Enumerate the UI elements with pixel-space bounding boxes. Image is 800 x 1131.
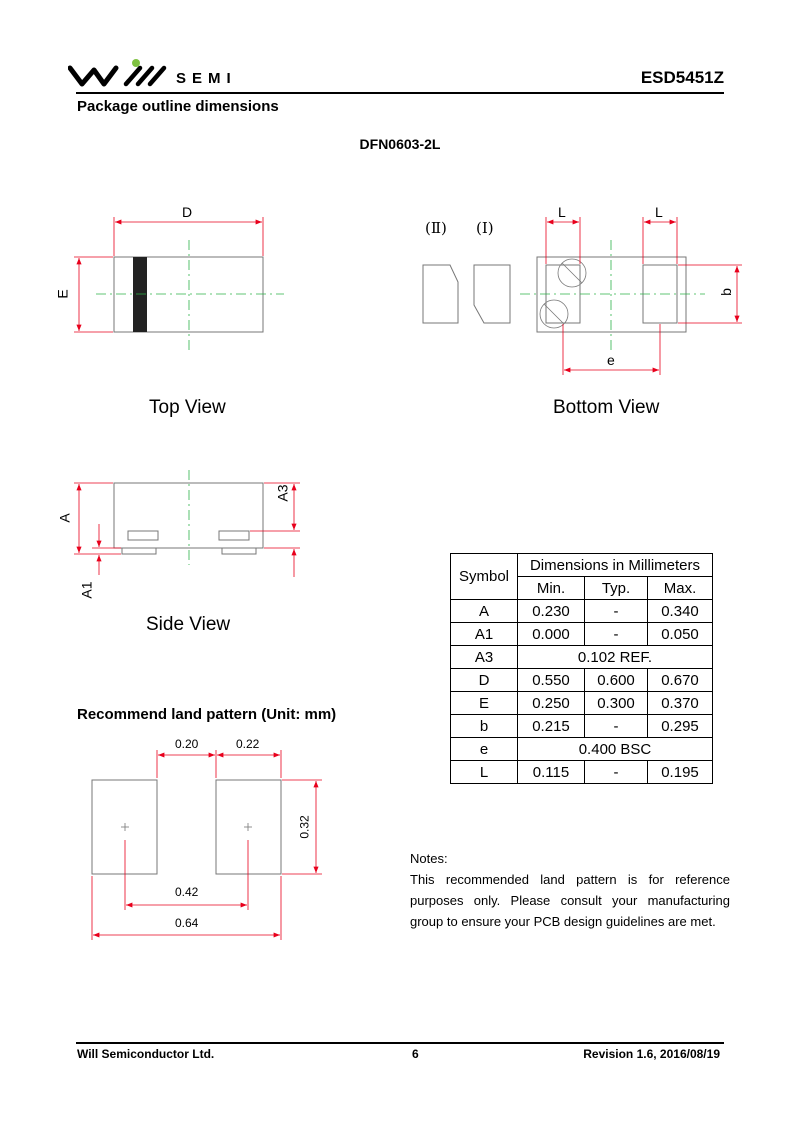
table-row: E 0.250 0.300 0.370 — [451, 692, 713, 715]
dimensions-table — [450, 553, 713, 784]
min-header: Min. — [518, 577, 585, 600]
notes-title: Notes: — [410, 851, 448, 866]
top-view — [74, 217, 284, 352]
dim-label-l-right: L — [655, 204, 663, 220]
table-row: A 0.230 - 0.340 — [451, 600, 713, 623]
dim-label-d: D — [182, 204, 193, 220]
footer-company: Will Semiconductor Ltd. — [77, 1047, 215, 1061]
dim-label-a1: A1 — [78, 581, 95, 599]
side-view-caption: Side View — [146, 614, 231, 635]
dim-label-l-left: L — [558, 204, 566, 220]
footer-page-number: 6 — [412, 1047, 419, 1061]
pin-orientation-marks — [423, 265, 510, 323]
dim-label-pitch-e: e — [607, 352, 615, 368]
top-view-caption: Top View — [149, 397, 226, 418]
land-dim-pad-height: 0.32 — [297, 815, 312, 839]
table-row: e 0.400 BSC — [451, 738, 713, 761]
side-view — [74, 470, 300, 577]
section-title: Package outline dimensions — [77, 98, 279, 115]
notes-block — [410, 848, 730, 932]
table-row: D 0.550 0.600 0.670 — [451, 669, 713, 692]
pin1-band — [133, 257, 147, 332]
dim-label-e: E — [54, 289, 71, 299]
land-pattern-title: Recommend land pattern (Unit: mm) — [77, 706, 337, 723]
land-dim-pad-width: 0.22 — [236, 737, 260, 751]
dim-label-a: A — [56, 513, 73, 523]
bottom-view — [520, 217, 742, 375]
symbol-header: Symbol — [451, 554, 518, 600]
logo-wordmark: SEMI — [176, 70, 237, 87]
part-number: ESD5451Z — [640, 68, 724, 87]
notes-body: This recommended land pattern is for reference purposes only. Please consult your manufacturing group to ensure your PCB design guidelines are met. — [410, 872, 730, 929]
package-name: DFN0603-2L — [359, 136, 441, 152]
pin1-label: (Ⅰ) — [476, 219, 494, 237]
table-row: A1 0.000 - 0.050 — [451, 623, 713, 646]
land-pattern-drawing — [92, 750, 322, 940]
typ-header: Typ. — [585, 577, 648, 600]
dimensions-header: Dimensions in Millimeters — [518, 554, 713, 577]
footer-rule — [76, 1042, 724, 1044]
table-row: L 0.115 - 0.195 — [451, 761, 713, 784]
bottom-view-caption: Bottom View — [553, 397, 660, 418]
footer-revision: Revision 1.6, 2016/08/19 — [583, 1047, 720, 1061]
land-dim-gap: 0.20 — [175, 737, 199, 751]
dim-label-b: b — [717, 288, 734, 296]
land-dim-total: 0.64 — [175, 916, 199, 930]
max-header: Max. — [648, 577, 713, 600]
table-row: b 0.215 - 0.295 — [451, 715, 713, 738]
pin2-label: (Ⅱ) — [425, 219, 447, 237]
table-row: A3 0.102 REF. — [451, 646, 713, 669]
land-dim-pitch: 0.42 — [175, 885, 199, 899]
dim-label-a3: A3 — [274, 484, 291, 502]
